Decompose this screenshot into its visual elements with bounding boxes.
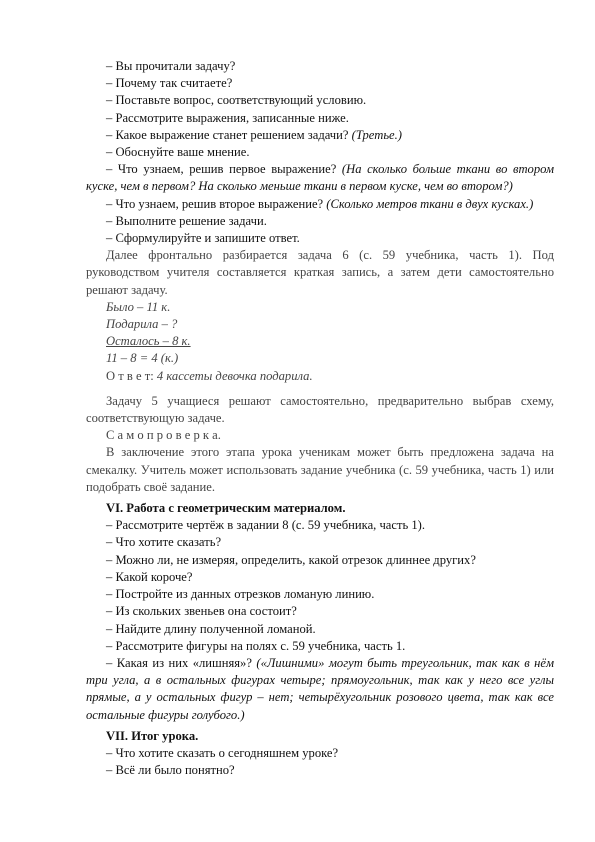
record-answer: О т в е т: 4 кассеты девочка подарила.	[106, 368, 313, 383]
question-line: – Сформулируйте и запишите ответ.	[106, 231, 300, 246]
section-6-heading: VI. Работа с геометрическим материалом.	[106, 501, 346, 516]
question-line: – Что хотите сказать?	[106, 535, 222, 550]
paragraph-task-5: Задачу 5 учащиеся решают самостоятельно, предварительно выбрав схему, соответствующую задаче.	[86, 393, 554, 426]
section-7-heading: VII. Итог урока.	[106, 728, 199, 743]
question-second-expression: – Что узнаем, решив второе выражение? (Сколько метров ткани в двух кусках.)	[106, 196, 534, 211]
question-first-expression: – Что узнаем, решив первое выражение? (На сколько больше ткани во втором куске, чем в первом? На сколько меньше ткани в первом куске, чем во втором?)	[86, 162, 554, 194]
question-line: – Обоснуйте ваше мнение.	[106, 145, 250, 160]
question-line: – Рассмотрите выражения, записанные ниже.	[106, 110, 349, 125]
question-line: – Рассмотрите фигуры на полях с. 59 учебника, часть 1.	[106, 638, 406, 653]
record-equation: 11 – 8 = 4 (к.)	[106, 351, 179, 366]
question-expression: – Какое выражение станет решением задачи? (Третье.)	[106, 127, 402, 142]
answer-text: («Лишними» могут быть треугольник, так как в нём три угла, а в остальных фигурах четыре; прямоугольник, так как у него все углы прямые, а у остальных фигур – нет; четырёхугольник розового цвета, так как все остальные фигуры голубого.)	[86, 655, 554, 722]
answer-text: (Третье.)	[351, 127, 402, 142]
question-line: – Всё ли было понятно?	[106, 763, 235, 778]
record-line: Было – 11 к.	[106, 299, 171, 314]
question-line: – Какой короче?	[106, 569, 193, 584]
self-check-label: С а м о п р о в е р к а.	[106, 428, 221, 443]
question-line: – Выполните решение задачи.	[106, 213, 267, 228]
document-page	[86, 58, 554, 779]
answer-text: (На сколько больше ткани во втором куске, чем в первом? На сколько меньше ткани в первом куске, чем во втором?)	[86, 162, 554, 194]
question-line: – Найдите длину полученной ломаной.	[106, 621, 316, 636]
paragraph-conclusion: В заключение этого этапа урока ученикам может быть предложена задача на смекалку. Учитель может использовать задание учебника (с. 59 учебника, часть 1) или подобрать своё задание.	[86, 445, 554, 494]
record-line: Подарила – ?	[106, 317, 178, 332]
paragraph-task-6: Далее фронтально разбирается задача 6 (с. 59 учебника, часть 1). Под руководством учителя составляется краткая запись, а затем дети самостоятельно решают задачу.	[86, 248, 554, 297]
question-line: – Поставьте вопрос, соответствующий условию.	[106, 93, 367, 108]
answer-text: (Сколько метров ткани в двух кусках.)	[326, 196, 534, 211]
question-line: – Почему так считаете?	[106, 76, 233, 91]
question-line: – Рассмотрите чертёж в задании 8 (с. 59 учебника, часть 1).	[106, 518, 426, 533]
question-line: – Вы прочитали задачу?	[106, 59, 236, 73]
question-line: – Что хотите сказать о сегодняшнем уроке?	[106, 745, 339, 760]
question-line: – Из скольких звеньев она состоит?	[106, 604, 297, 619]
record-line-underlined: Осталось – 8 к.	[106, 334, 191, 349]
question-line: – Постройте из данных отрезков ломаную линию.	[106, 587, 375, 602]
question-line: – Можно ли, не измеряя, определить, какой отрезок длиннее других?	[106, 552, 476, 567]
question-odd-figure: – Какая из них «лишняя»? («Лишними» могут быть треугольник, так как в нём три угла, а в остальных фигурах четыре; прямоугольник, так как у него все углы прямые, а у остальных фигур – нет; четырёхугольник розового цвета, так как все остальные фигуры голубого.)	[86, 655, 554, 722]
